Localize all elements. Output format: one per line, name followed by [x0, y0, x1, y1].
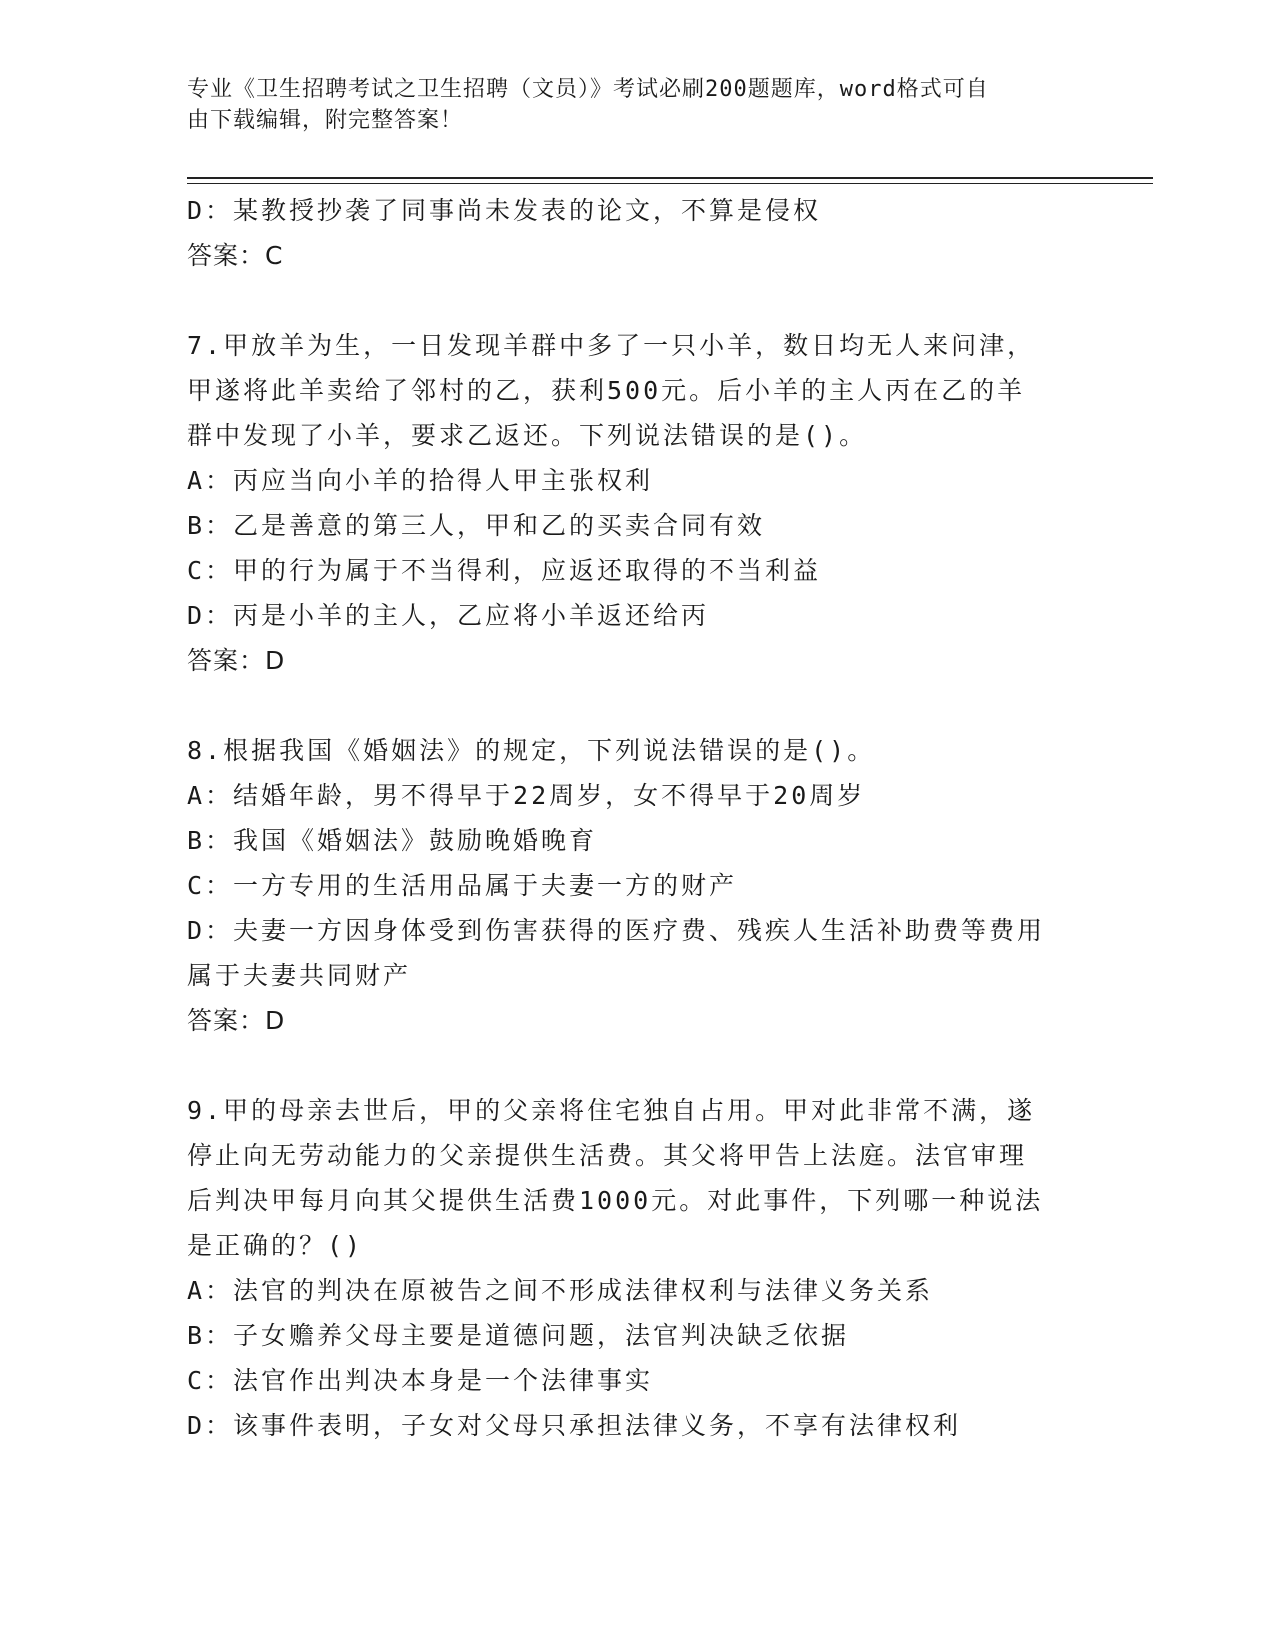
option-d-continued: 属于夫妻共同财产: [187, 961, 412, 990]
option-a: A：丙应当向小羊的拾得人甲主张权利: [187, 466, 654, 495]
option-d: D：丙是小羊的主人，乙应将小羊返还给丙: [187, 601, 710, 630]
option-d: D：该事件表明，子女对父母只承担法律义务，不享有法律权利: [187, 1411, 962, 1440]
answer-line: 答案：D: [187, 1006, 286, 1035]
question-stem-line: 7.甲放羊为生，一日发现羊群中多了一只小羊，数日均无人来问津，: [187, 331, 1036, 360]
question-9: [187, 1088, 1087, 1448]
answer-line: 答案：C: [187, 241, 284, 270]
option-b: B：我国《婚姻法》鼓励晚婚晚育: [187, 826, 598, 855]
option-b: B：乙是善意的第三人，甲和乙的买卖合同有效: [187, 511, 766, 540]
option-a: A：结婚年龄，男不得早于22周岁，女不得早于20周岁: [187, 781, 866, 810]
option-a: A：法官的判决在原被告之间不形成法律权利与法律义务关系: [187, 1276, 934, 1305]
question-stem-line: 甲遂将此羊卖给了邻村的乙，获利500元。后小羊的主人丙在乙的羊: [187, 376, 1026, 405]
option-d: D：夫妻一方因身体受到伤害获得的医疗费、残疾人生活补助费等费用: [187, 916, 1046, 945]
option-c: C：一方专用的生活用品属于夫妻一方的财产: [187, 871, 738, 900]
question-stem-line: 9.甲的母亲去世后，甲的父亲将住宅独自占用。甲对此非常不满，遂: [187, 1096, 1036, 1125]
option-b: B：子女赡养父母主要是道德问题，法官判决缺乏依据: [187, 1321, 850, 1350]
question-stem-line: 停止向无劳动能力的父亲提供生活费。其父将甲告上法庭。法官审理: [187, 1141, 1028, 1170]
spacer: [187, 1043, 1087, 1088]
header-divider-thin: [187, 183, 1153, 184]
previous-question-tail: [187, 188, 1087, 278]
question-7: [187, 323, 1087, 683]
question-stem-line: 是正确的？(): [187, 1231, 364, 1260]
spacer: [187, 683, 1087, 728]
spacer: [187, 278, 1087, 323]
answer-line: 答案：D: [187, 646, 286, 675]
header-line-1: 专业《卫生招聘考试之卫生招聘（文员）》考试必刷200题题库，word格式可自: [187, 77, 989, 102]
option-c: C：甲的行为属于不当得利，应返还取得的不当利益: [187, 556, 822, 585]
question-stem-line: 后判决甲每月向其父提供生活费1000元。对此事件，下列哪一种说法: [187, 1186, 1044, 1215]
option-d: D：某教授抄袭了同事尚未发表的论文，不算是侵权: [187, 196, 822, 225]
document-header: [187, 74, 1067, 136]
question-8: [187, 728, 1087, 1043]
document-body: [187, 188, 1087, 1448]
question-stem-line: 群中发现了小羊，要求乙返还。下列说法错误的是()。: [187, 421, 868, 450]
question-stem-line: 8.根据我国《婚姻法》的规定，下列说法错误的是()。: [187, 736, 876, 765]
header-divider-thick: [187, 177, 1153, 179]
header-line-2: 由下载编辑，附完整答案！: [187, 108, 464, 133]
option-c: C：法官作出判决本身是一个法律事实: [187, 1366, 654, 1395]
